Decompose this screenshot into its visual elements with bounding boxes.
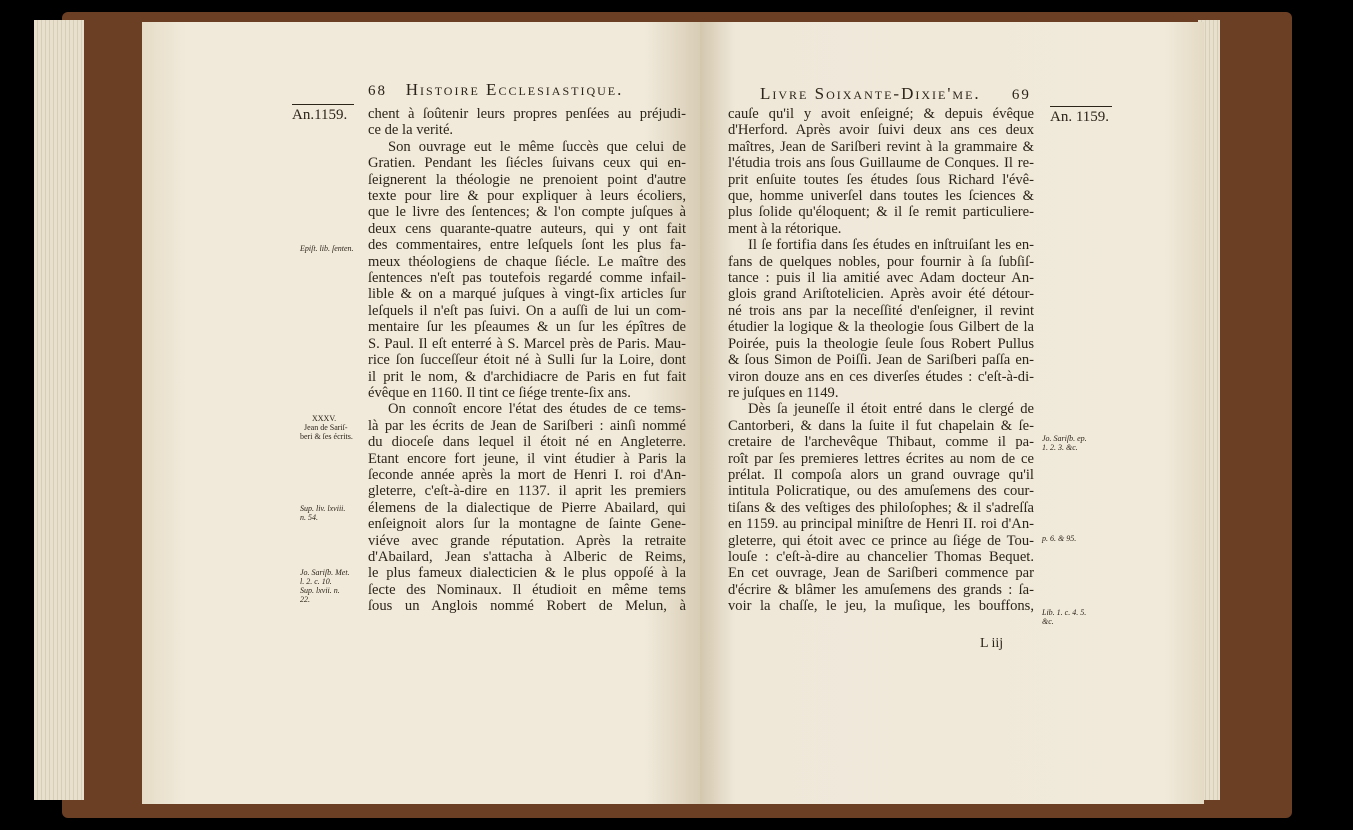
text-line: en 1159. au principal miniſtre de Henri II. roi d'An- xyxy=(728,516,1034,533)
text-line: plus ſolide qu'éloquent; & il ſe remit particuliere- xyxy=(728,204,1034,221)
text-line: Cantorberi, & dans la ſuite il fut chapelain & ſe- xyxy=(728,417,1034,434)
text-line: louſe : c'eſt-à-dire au chancelier Thomas Bequet. xyxy=(728,548,1034,565)
text-line: que le livre des ſentences; & l'on compte juſques à xyxy=(368,204,686,221)
margin-note-sup-lxvii: Sup. lxvii. n. xyxy=(300,586,340,595)
text-line: enſeignoit alors ſur la montagne de ſainte Gene- xyxy=(368,516,686,533)
text-line: élemens de la dialectique de Pierre Abailard, qui xyxy=(368,499,686,516)
left-folio: 68 xyxy=(368,83,387,99)
text-line: ſecte des Nominaux. Il étudioit en même tems xyxy=(368,581,686,598)
text-line: texte pour lire & pour expliquer à leurs écoliers, xyxy=(368,188,686,205)
right-year-note: An. 1159. xyxy=(1050,106,1112,126)
text-line: intitula Policratique, ou des amuſemens des cour- xyxy=(728,483,1034,500)
left-title: Histoire Ecclesiastique. xyxy=(405,80,624,99)
text-line: du dioceſe dans lequel il étoit né en Angleterre. xyxy=(368,434,686,451)
text-line: d'Abailard, Jean s'attacha à Alberic de Reims, xyxy=(368,548,686,565)
right-body-text xyxy=(728,106,1034,615)
text-line: viéve avec grande réputation. Après la retraite xyxy=(368,532,686,549)
text-line: prélat. Il compoſa alors un grand ouvrage qu'il xyxy=(728,466,1034,483)
text-line: On connoît encore l'état des études de ce tems- xyxy=(388,401,686,418)
text-line: Poirée, puis la theologie ſeule ſous Robert Pullus xyxy=(728,335,1034,352)
text-line: Dès ſa jeuneſſe il étoit entré dans le clergé de xyxy=(748,401,1034,418)
text-line: ce de la verité. xyxy=(368,122,454,139)
text-line: Gratien. Pendant les ſiécles ſuivans ceux qui en- xyxy=(368,155,686,172)
text-line: ſeconde année après la mort de Henri I. roi d'An- xyxy=(368,466,686,483)
text-line: là par les écrits de Jean de Sariſberi : ainſi nommé xyxy=(368,417,686,434)
text-line: fans de quelques nobles, pour fournir à ſa ſubſiſ- xyxy=(728,253,1034,270)
text-line: cretaire de l'archevêque Thibaut, comme il pa- xyxy=(728,434,1034,451)
left-year-note: An.1159. xyxy=(292,104,354,124)
text-line: S. Paul. Il eſt enterré à S. Marcel près de Paris. Mau- xyxy=(368,335,686,352)
margin-note-jean: Jean de Sariſ- xyxy=(304,423,348,432)
text-line: Son ouvrage eut le même ſuccès que celui de xyxy=(388,138,686,155)
margin-note-xxxv: XXXV. xyxy=(312,414,337,423)
margin-note-sarisb-ep: Jo. Sariſb. ep. xyxy=(1042,434,1087,443)
right-title: Livre Soixante-Dixie'me. xyxy=(760,84,981,103)
text-line: étudier la logique & la theologie ſous Gilbert de la xyxy=(728,319,1034,336)
left-running-head xyxy=(368,80,623,100)
text-line: ſeignerent la théologie ne prenoient point d'autre xyxy=(368,171,686,188)
right-folio: 69 xyxy=(1011,87,1031,103)
text-line: tance : puis il lia amitié avec Adam docteur An- xyxy=(728,270,1034,287)
text-line: viron douze ans en ces diverſes études : c'eſt-à-di- xyxy=(728,368,1034,385)
page-edges-left xyxy=(34,20,84,800)
left-page xyxy=(142,22,701,804)
text-line: re juſques en 1149. xyxy=(728,384,839,401)
margin-note-22: 22. xyxy=(300,595,310,604)
text-line: leſquels il n'eſt pas ſuivi. On a auſſi de lui un com- xyxy=(368,302,686,319)
text-line: d'Herford. Après avoir ſuivi deux ans ces deux xyxy=(728,122,1034,139)
text-line: évêque en 1160. Il tint ce ſiége trente-ſix ans. xyxy=(368,384,631,401)
margin-note-lib1: Lib. 1. c. 4. 5. xyxy=(1042,608,1087,617)
margin-note-123: 1. 2. 3. &c. xyxy=(1042,443,1078,452)
text-line: des commentaires, entre leſquels ſont les plus fa- xyxy=(368,237,686,254)
text-line: cauſe qu'il y avoit enſeigné; & depuis évêque xyxy=(728,106,1034,122)
text-line: lible & on a marqué juſques à vingt-ſix articles ſur xyxy=(368,286,686,303)
text-line: deux cens quarante-quatre auteurs, qui y ont fait xyxy=(368,220,686,237)
right-running-head xyxy=(760,84,1031,104)
margin-note-etc: &c. xyxy=(1042,617,1054,626)
text-line: prit enſuite toutes ſes études ſous Richard l'évê- xyxy=(728,171,1034,188)
text-line: Etant encore fort jeune, il vint étudier à Paris la xyxy=(368,450,686,467)
margin-note-epist: Epiſt. lib. ſenten. xyxy=(300,244,354,253)
margin-note-n54: n. 54. xyxy=(300,513,318,522)
text-line: le plus fameux dialecticien & le plus oppoſé à la xyxy=(368,565,686,582)
right-page xyxy=(700,22,1204,804)
text-line: maîtres, Jean de Sariſberi revint à la grammaire & xyxy=(728,138,1034,155)
margin-note-l2c10: l. 2. c. 10. xyxy=(300,577,332,586)
text-line: roît par ſes premieres lettres écrites au nom de ce xyxy=(728,450,1034,467)
text-line: né trois ans par la neceſſité d'enſeigner, il revint xyxy=(728,302,1034,319)
signature-mark: L iij xyxy=(980,636,1004,651)
text-line: voir la chaſſe, le jeu, la muſique, les bouffons, xyxy=(728,598,1034,615)
margin-note-p6: p. 6. & 95. xyxy=(1042,534,1077,543)
text-line: tiſans & des veſtiges des philoſophes; & il s'adreſſa xyxy=(728,499,1034,516)
text-line: ſentences n'eſt pas toutefois regardé comme infail- xyxy=(368,270,686,287)
text-line: & ſous Simon de Poiſſi. Jean de Sariſberi paſſa en- xyxy=(728,352,1034,369)
left-body-text xyxy=(368,106,686,615)
margin-note-met: Jo. Sariſb. Met. xyxy=(300,568,350,577)
text-line: rice ſon ſucceſſeur étoit né à Sulli ſur la Loire, dont xyxy=(368,352,686,369)
text-line: que, homme univerſel dans toutes les ſciences & xyxy=(728,188,1034,205)
text-line: l'étudia trois ans ſous Guillaume de Conques. Il re- xyxy=(728,155,1034,172)
text-line: En cet ouvrage, Jean de Sariſberi commence par xyxy=(728,565,1034,582)
text-line: glois grand Ariſtotelicien. Après avoir été détour- xyxy=(728,286,1034,303)
text-line: ment à la rétorique. xyxy=(728,220,842,237)
text-line: Il ſe fortifia dans ſes études en inſtruiſant les en- xyxy=(748,237,1034,254)
text-line: d'écrire & blâmer les amuſemens des grands : ſa- xyxy=(728,581,1034,598)
text-line: meux théologiens de chaque ſiécle. Le maître des xyxy=(368,253,686,270)
text-line: mentaire ſur les pſeaumes & un ſur les épîtres de xyxy=(368,319,686,336)
margin-note-ecrits: beri & ſes écrits. xyxy=(300,432,353,441)
text-line: gleterre, qui étoit avec ce prince au ſiége de Tou- xyxy=(728,532,1034,549)
text-line: chent à ſoûtenir leurs propres penſées au préjudi- xyxy=(368,106,686,122)
text-line: il prit le nom, & d'archidiacre de Paris en fut fait xyxy=(368,368,686,385)
text-line: ſous un Anglois nommé Robert de Melun, à xyxy=(368,598,686,615)
text-line: gleterre, c'eſt-à-dire en 1137. il aprit les premiers xyxy=(368,483,686,500)
margin-note-sup-liv: Sup. liv. lxviii. xyxy=(300,504,346,513)
